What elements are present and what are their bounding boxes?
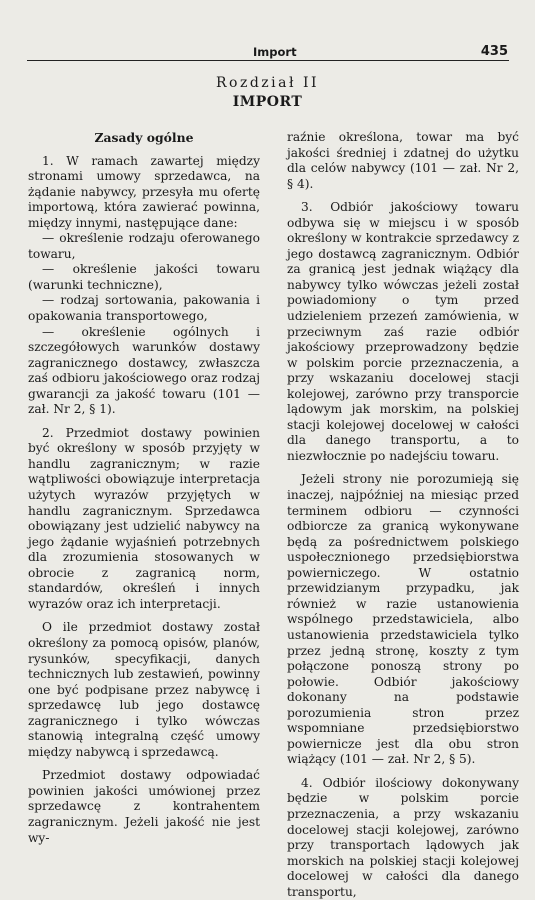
header-title: Import xyxy=(253,45,297,59)
paragraph-3-odbior: 3. Odbiór jakościowy towaru odbywa się w miejscu i w sposób określony w kontrakcie sprzedawcy z jego dostawcą zagranicznym. Odbiór za granicą jest jednak wiążący dla nabywcy tylko wówczas jeżeli został powiadomiony o tym przed udzieleniem przezeń zamówienia, w przeciwnym zaś razie odbiór jakościowy przeprowadzony będzie w polskim porcie przeznaczenia, a przy wskazaniu docelowej stacji kolejowej, zarówno przy transporcie lądowym jak morskim, na polskiej stacji kolejowej docelowej w całości dla danego transportu, a to niezwłocznie po nadejściu towaru. xyxy=(287,200,519,463)
paragraph-4-odbior-ilosciowy: 4. Odbiór ilościowy dokonywany będzie w polskim porcie przeznaczenia, a przy wskazaniu docelowej stacji kolejowej, zarówno przy transportach lądowych jak morskich na polskiej stacji kolejowej docelowej w całości dla danego transportu, xyxy=(287,775,519,899)
paragraph-1: 1. W ramach zawartej między stronami umowy sprzedawca, na żądanie nabywcy, przesyła mu ofertę importową, która zawierać powinna, między innymi, następujące dane: xyxy=(28,153,260,230)
paragraph-strony: Jeżeli strony nie porozumieją się inaczej, najpóźniej na miesiąc przed terminem odbioru — czynności odbiorcze za granicą wykonywane będą za pośrednictwem polskiego uspołecznionego przedsiębiorstwa powierniczego. W ostatnio przewidzianym przypadku, jak również w razie ustanowienia wspólnego przedstawiciela, albo ustanowienia przedstawiciela tylko przez jedną stronę, koszty z tym połączone ponoszą strony po połowie. Odbiór jakościowy dokonany na podstawie porozumienia stron przez wspomniane przedsiębiorstwo powiernicze jest dla obu stron wiążący (101 — zał. Nr 2, § 5). xyxy=(287,472,519,767)
paragraph-continued: raźnie określona, towar ma być jakości średniej i zdatnej do użytku dla celów nabywcy (101 — zał. Nr 2, § 4). xyxy=(287,130,519,191)
list-item: — rodzaj sortowania, pakowania i opakowania transportowego, xyxy=(28,293,260,324)
list-item: — określenie rodzaju oferowanego towaru, xyxy=(28,231,260,261)
right-column xyxy=(287,130,519,900)
paragraph-2: 2. Przedmiot dostawy powinien być określony w sposób przyjęty w handlu zagranicznym; w razie wątpliwości obowiązuje interpretacja użytych wyrazów przyjętych w handlu zagranicznym. Sprzedawca obowiązany jest udzielić nabywcy na jego żądanie wyjaśnień potrzebnych dla zrozumienia stosowanych w obrocie z zagranicą norm, standardów, określeń i innych wyrazów oraz ich interpretacji. xyxy=(28,425,260,611)
chapter-title: IMPORT xyxy=(232,94,303,110)
left-column xyxy=(28,130,260,846)
chapter-label: Rozdział II xyxy=(215,75,320,91)
running-header xyxy=(27,42,509,61)
paragraph-3: O ile przedmiot dostawy został określony za pomocą opisów, planów, rysunków, specyfikacji, danych technicznych lub zestawień, powinny one być podpisane przez nabywcę i sprzedawcę lub jego dostawcę zagranicznego i tylko wówczas stanowią integralną część umowy między nabywcą i sprzedawcą. xyxy=(28,620,260,759)
paragraph-4: Przedmiot dostawy odpowiadać powinien jakości umówionej przez sprzedawcę z kontrahentem zagranicznym. Jeżeli jakość nie jest wy- xyxy=(28,768,260,845)
section-heading: Zasady ogólne xyxy=(94,130,194,145)
list-item: — określenie jakości towaru (warunki techniczne), xyxy=(28,262,260,292)
list-item: — określenie ogólnych i szczegółowych warunków dostawy zagranicznego dostawcy, zwłaszcza zaś odbioru jakościowego oraz rodzaj gwarancji za jakość towaru (101 — zał. Nr 2, § 1). xyxy=(28,324,260,417)
page-number: 435 xyxy=(480,44,508,59)
